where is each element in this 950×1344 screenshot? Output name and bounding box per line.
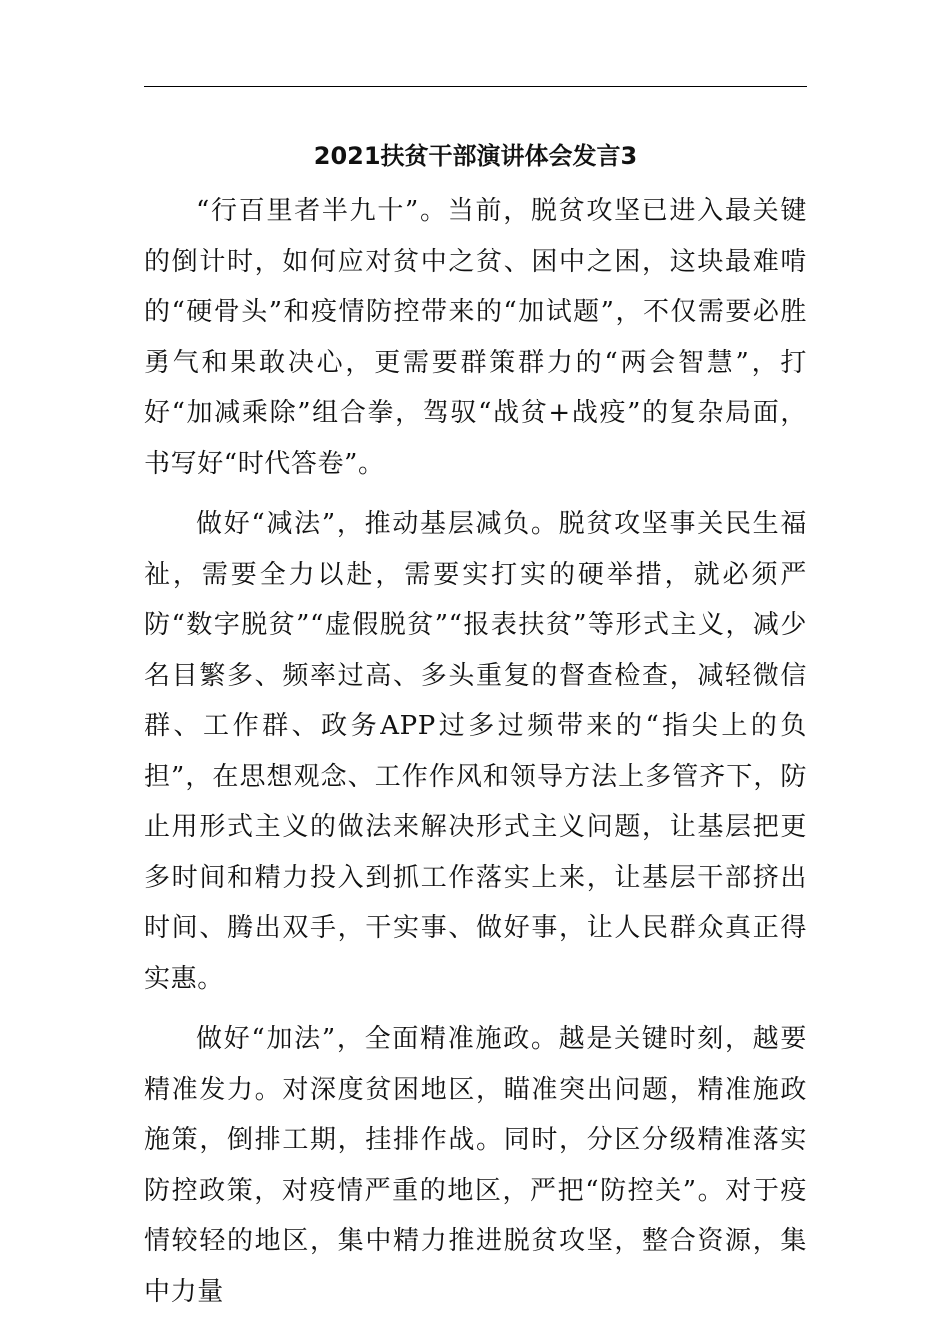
header-rule: [144, 86, 807, 87]
paragraph-subtraction: 做好“减法”，推动基层减负。脱贫攻坚事关民生福祉，需要全力以赴，需要实打实的硬举措，就必须严防“数字脱贫”“虚假脱贫”“报表扶贫”等形式主义，减少名目繁多、频率过高、多头重复的督查检查，减轻微信群、工作群、政务APP过多过频带来的“指尖上的负担”，在思想观念、工作作风和领导方法上多管齐下，防止用形式主义的做法来解决形式主义问题，让基层把更多时间和精力投入到抓工作落实上来，让基层干部挤出时间、腾出双手，干实事、做好事，让人民群众真正得实惠。: [144, 509, 807, 994]
document-body: [144, 186, 807, 1317]
paragraph-addition: 做好“加法”，全面精准施政。越是关键时刻，越要精准发力。对深度贫困地区，瞄准突出问题，精准施政施策，倒排工期，挂排作战。同时，分区分级精准落实防控政策，对疫情严重的地区，严把“防控关”。对于疫情较轻的地区，集中精力推进脱贫攻坚，整合资源，集中力量: [144, 1024, 807, 1307]
paragraph-intro: “行百里者半九十”。当前，脱贫攻坚已进入最关键的倒计时，如何应对贫中之贫、困中之困，这块最难啃的“硬骨头”和疫情防控带来的“加试题”，不仅需要必胜勇气和果敢决心，更需要群策群力的“两会智慧”，打好“加减乘除”组合拳，驾驭“战贫+战疫”的复杂局面，书写好“时代答卷”。: [144, 196, 808, 479]
document-title: 2021扶贫干部演讲体会发言3: [313, 142, 638, 170]
